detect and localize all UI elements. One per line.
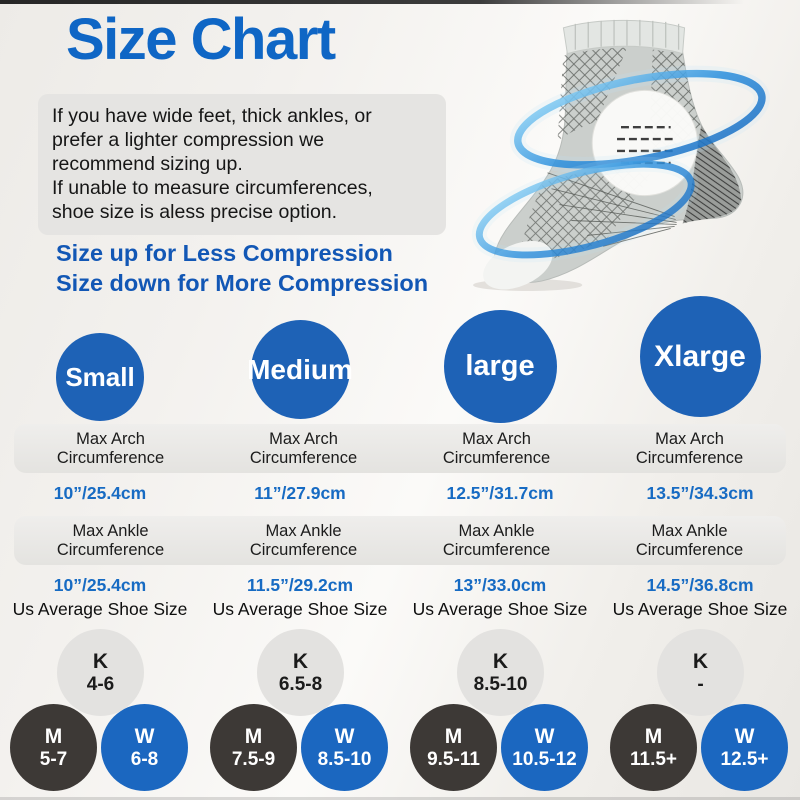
ankle-header-cell: Max Ankle Circumference <box>249 521 358 559</box>
women-size-circle: W 8.5-10 <box>301 704 388 791</box>
ankle-header-cell: Max Ankle Circumference <box>56 521 165 559</box>
men-size-circle: M 9.5-11 <box>410 704 497 791</box>
shoe-size-header: Us Average Shoe Size <box>612 599 788 619</box>
women-size-circle: W 12.5+ <box>701 704 788 791</box>
size-circle-medium: Medium <box>251 320 350 419</box>
arch-header-cell: Max Arch Circumference <box>635 429 744 467</box>
ankle-value: 10”/25.4cm <box>53 575 147 595</box>
kids-size-circle: K 6.5-8 <box>257 629 344 716</box>
women-size-circle: W 10.5-12 <box>501 704 588 791</box>
info-note-line: prefer a lighter compression we <box>52 129 325 151</box>
info-note-line: If you have wide feet, thick ankles, or <box>52 105 372 127</box>
arch-value: 10”/25.4cm <box>53 483 147 503</box>
ankle-values-row <box>0 575 800 596</box>
ankle-value: 13”/33.0cm <box>453 575 547 595</box>
arch-header-cell: Max Arch Circumference <box>442 429 551 467</box>
compression-advice <box>56 238 428 298</box>
arch-values-row <box>0 483 800 504</box>
size-circle-xlarge: Xlarge <box>640 296 761 417</box>
ankle-header-cell: Max Ankle Circumference <box>442 521 551 559</box>
men-size-circle: M 5-7 <box>10 704 97 791</box>
compression-advice-line2: Size down for More Compression <box>56 270 429 296</box>
shoe-size-cluster-small <box>0 628 200 796</box>
ankle-header-band <box>14 516 786 565</box>
shoe-size-header: Us Average Shoe Size <box>212 599 388 619</box>
shoe-size-cluster-large <box>400 628 600 796</box>
arch-header-cell: Max Arch Circumference <box>249 429 358 467</box>
men-size-circle: M 11.5+ <box>610 704 697 791</box>
arch-value: 12.5”/31.7cm <box>446 483 554 503</box>
shoe-size-cluster-xlarge <box>600 628 800 796</box>
info-note-line: If unable to measure circumferences, <box>52 177 373 199</box>
kids-size-circle: K 8.5-10 <box>457 629 544 716</box>
arch-value: 11”/27.9cm <box>254 483 346 503</box>
men-size-circle: M 7.5-9 <box>210 704 297 791</box>
shoe-size-header: Us Average Shoe Size <box>12 599 188 619</box>
page-title: Size Chart <box>66 7 335 72</box>
shoe-size-header-row <box>0 599 800 620</box>
ankle-value: 14.5”/36.8cm <box>646 575 754 595</box>
size-circles-row <box>0 296 800 410</box>
sock-product-illustration <box>448 4 796 297</box>
arch-value: 13.5”/34.3cm <box>646 483 754 503</box>
size-circle-large: large <box>444 310 557 423</box>
shoe-size-header: Us Average Shoe Size <box>412 599 588 619</box>
size-circle-small: Small <box>56 333 144 421</box>
shoe-size-circles-row <box>0 628 800 796</box>
ankle-value: 11.5”/29.2cm <box>246 575 354 595</box>
compression-advice-line1: Size up for Less Compression <box>56 240 393 266</box>
info-note <box>38 94 446 235</box>
ankle-header-cell: Max Ankle Circumference <box>635 521 744 559</box>
women-size-circle: W 6-8 <box>101 704 188 791</box>
shoe-size-cluster-medium <box>200 628 400 796</box>
info-note-line: shoe size is aless precise option. <box>52 201 338 223</box>
info-note-line: recommend sizing up. <box>52 153 243 175</box>
arch-header-cell: Max Arch Circumference <box>56 429 165 467</box>
kids-size-circle: K 4-6 <box>57 629 144 716</box>
kids-size-circle: K - <box>657 629 744 716</box>
arch-header-band <box>14 424 786 473</box>
